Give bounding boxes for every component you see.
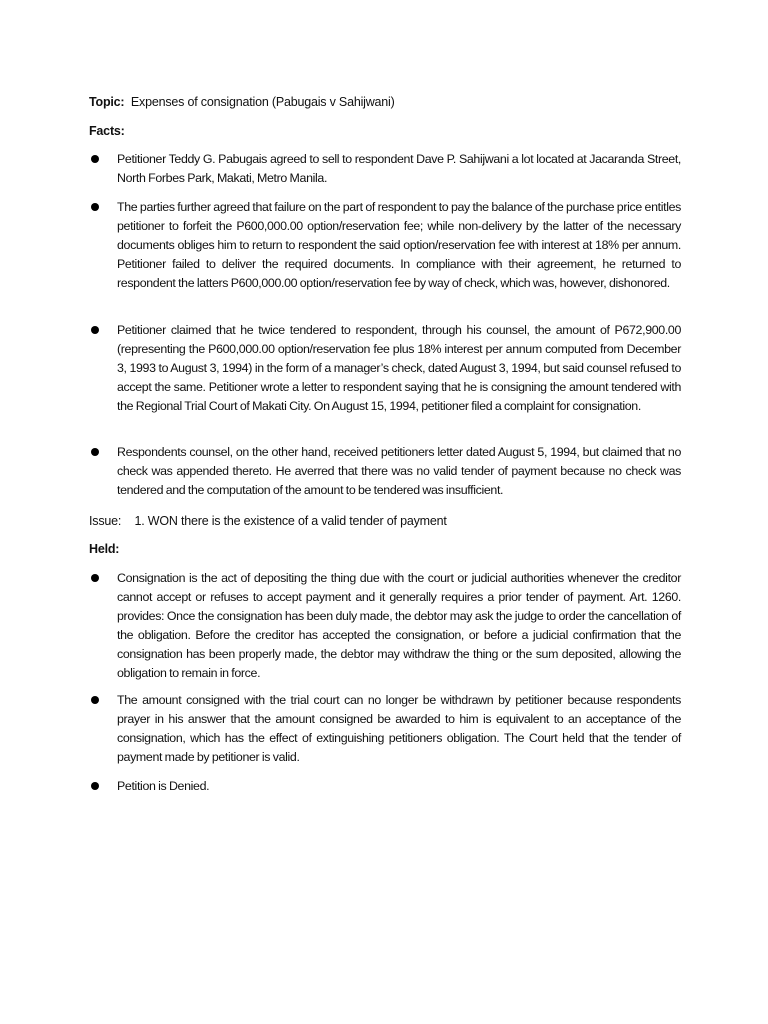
facts-item-text: Respondents counsel, on the other hand, received petitioners letter dated August 5, 1994, but claimed that no check was appended thereto. He averred that there was no valid tender of payment because no check was tendered and the computation of the amount to be tendered was insufficient.	[117, 445, 681, 497]
facts-item	[89, 198, 681, 293]
bullet-icon	[91, 203, 99, 211]
facts-item	[89, 321, 681, 416]
held-label: Held:	[89, 542, 120, 556]
held-item	[89, 777, 681, 796]
facts-label: Facts:	[89, 124, 125, 138]
bullet-icon	[91, 782, 99, 790]
bullet-icon	[91, 448, 99, 456]
facts-item	[89, 150, 681, 188]
held-item-text: Petition is Denied.	[117, 779, 210, 793]
issue-line	[89, 513, 447, 529]
held-item	[89, 691, 681, 767]
bullet-icon	[91, 326, 99, 334]
issue-label: Issue:	[89, 514, 122, 528]
held-heading	[89, 541, 119, 557]
facts-item-text: The parties further agreed that failure on the part of respondent to pay the balance of the purchase price entitles petitioner to forfeit the P600,000.00 option/reservation fee; while non-delivery by the latter of the necessary documents obliges him to return to respondent the said option/reservation fee with interest at 18% per annum. Petitioner failed to deliver the required documents. In compliance with their agreement, he returned to respondent the latters P600,000.00 option/reservation fee by way of check, which was, however, dishonored.	[117, 200, 681, 290]
held-item	[89, 569, 681, 683]
topic-line	[89, 94, 395, 110]
bullet-icon	[91, 155, 99, 163]
topic-value: Expenses of consignation (Pabugais v Sahijwani)	[130, 95, 395, 109]
bullet-icon	[91, 696, 99, 704]
facts-item-text: Petitioner claimed that he twice tendered to respondent, through his counsel, the amount of P672,900.00 (representing the P600,000.00 option/reservation fee plus 18% interest per annum computed from December 3, 1993 to August 3, 1994) in the form of a manager’s check, dated August 3, 1994, but said counsel refused to accept the same. Petitioner wrote a letter to respondent saying that he is consigning the amount tendered with the Regional Trial Court of Makati City. On August 15, 1994, petitioner filed a complaint for consignation.	[117, 323, 681, 413]
facts-heading	[89, 123, 125, 139]
topic-label: Topic:	[89, 95, 125, 109]
bullet-icon	[91, 574, 99, 582]
held-item-text: The amount consigned with the trial court can no longer be withdrawn by petitioner because respondents prayer in his answer that the amount consigned be awarded to him is equivalent to an acceptance of the consignation, which has the effect of extinguishing petitioners obligation. The Court held that the tender of payment made by petitioner is valid.	[117, 693, 681, 764]
issue-value: 1. WON there is the existence of a valid tender of payment	[134, 514, 447, 528]
facts-item-text: Petitioner Teddy G. Pabugais agreed to sell to respondent Dave P. Sahijwani a lot located at Jacaranda Street, North Forbes Park, Makati, Metro Manila.	[117, 152, 681, 185]
facts-item	[89, 443, 681, 500]
held-item-text: Consignation is the act of depositing the thing due with the court or judicial authorities whenever the creditor cannot accept or refuses to accept payment and it generally requires a prior tender of payment. Art. 1260. provides: Once the consignation has been duly made, the debtor may ask the judge to order the cancellation of the obligation. Before the creditor has accepted the consignation, or before a judicial confirmation that the consignation has been properly made, the debtor may withdraw the thing or the sum deposited, allowing the obligation to remain in force.	[117, 571, 681, 680]
